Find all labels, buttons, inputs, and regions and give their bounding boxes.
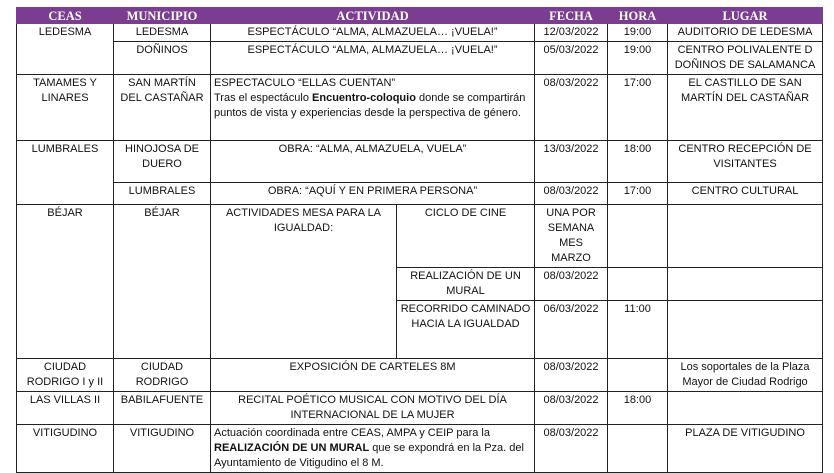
actividad-text-post: que se expondrá en la Pza. del Ayuntamiento de Vitigudino el 8 M. (214, 442, 524, 469)
hora-cell: 19:00 (608, 42, 668, 75)
ceas-cell: CIUDAD RODRIGO I y II (17, 359, 114, 392)
ceas-cell: VITIGUDINO (17, 425, 114, 473)
actividad-title: ESPECTACULO “ELLAS CUENTAN” (214, 77, 396, 89)
lugar-cell (668, 301, 823, 359)
municipio-cell: SAN MARTÍN DEL CASTAÑAR (114, 75, 211, 141)
actividad-text-bold: Encuentro-coloquio (312, 92, 416, 104)
hora-cell: 17:00 (608, 75, 668, 141)
table-row (17, 359, 823, 392)
municipio-cell: HINOJOSA DE DUERO (114, 141, 211, 183)
actividad-text-pre: Tras el espectáculo (214, 92, 313, 104)
sub-activity-cell: RECORRIDO CAMINADO HACIA LA IGUALDAD (397, 301, 535, 359)
hora-cell (608, 268, 668, 301)
header-fecha: FECHA (535, 8, 608, 24)
lugar-cell (668, 392, 823, 425)
actividad-cell: EXPOSICIÓN DE CARTELES 8M (211, 359, 535, 392)
actividad-cell: ESPECTÁCULO “ALMA, ALMAZUELA… ¡VUELA!” (211, 42, 535, 75)
lugar-cell: AUDITORIO DE LEDESMA (668, 24, 823, 42)
lugar-cell: EL CASTILLO DE SAN MARTÍN DEL CASTAÑAR (668, 75, 823, 141)
table-row (17, 24, 823, 42)
municipio-cell: BABILAFUENTE (114, 392, 211, 425)
lugar-cell: CENTRO POLIVALENTE D DOÑINOS DE SALAMANCA (668, 42, 823, 75)
fecha-cell: 08/03/2022 (535, 392, 608, 425)
table-row (17, 183, 823, 205)
header-hora: HORA (608, 8, 668, 24)
municipio-cell: BÉJAR (114, 205, 211, 359)
actividad-cell: OBRA: “AQUÍ Y EN PRIMERA PERSONA” (211, 183, 535, 205)
ceas-cell: LEDESMA (17, 24, 114, 75)
table-row (17, 205, 823, 268)
ceas-cell: TAMAMES Y LINARES (17, 75, 114, 141)
actividad-cell: ESPECTÁCULO “ALMA, ALMAZUELA… ¡VUELA!” (211, 24, 535, 42)
hora-cell: 17:00 (608, 183, 668, 205)
lugar-cell (668, 268, 823, 301)
header-municipio: MUNICIPIO (114, 8, 211, 24)
hora-cell (608, 205, 668, 268)
municipio-cell: DOÑINOS (114, 42, 211, 75)
header-lugar: LUGAR (668, 8, 823, 24)
header-row (17, 8, 823, 24)
lugar-cell: CENTRO CULTURAL (668, 183, 823, 205)
ceas-cell: LAS VILLAS II (17, 392, 114, 425)
header-actividad: ACTIVIDAD (211, 8, 535, 24)
fecha-cell: UNA POR SEMANA MES MARZO (535, 205, 608, 268)
fecha-cell: 06/03/2022 (535, 301, 608, 359)
sub-activity-cell: REALIZACIÓN DE UN MURAL (397, 268, 535, 301)
actividad-text-bold: REALIZACIÓN DE UN MURAL (214, 442, 370, 454)
hora-cell: 19:00 (608, 24, 668, 42)
fecha-cell: 08/03/2022 (535, 183, 608, 205)
municipio-cell: CIUDAD RODRIGO (114, 359, 211, 392)
fecha-cell: 08/03/2022 (535, 268, 608, 301)
fecha-cell: 08/03/2022 (535, 75, 608, 141)
actividad-text-pre: Actuación coordinada entre CEAS, AMPA y CEIP para la (214, 427, 490, 439)
actividad-cell: OBRA: “ALMA, ALMAZUELA, VUELA” (211, 141, 535, 183)
table-row (17, 75, 823, 141)
sub-activity-cell: CICLO DE CINE (397, 205, 535, 268)
lugar-cell: CENTRO RECEPCIÓN DE VISITANTES (668, 141, 823, 183)
activities-table (16, 7, 823, 473)
table-row (17, 392, 823, 425)
municipio-cell: VITIGUDINO (114, 425, 211, 473)
fecha-cell: 05/03/2022 (535, 42, 608, 75)
fecha-cell: 08/03/2022 (535, 425, 608, 473)
table-row (17, 141, 823, 183)
actividad-cell (211, 75, 535, 141)
lugar-cell: Los soportales de la Plaza Mayor de Ciudad Rodrigo (668, 359, 823, 392)
lugar-cell: PLAZA DE VITIGUDINO (668, 425, 823, 473)
fecha-cell: 08/03/2022 (535, 359, 608, 392)
header-ceas: CEAS (17, 8, 114, 24)
table-row (17, 42, 823, 75)
fecha-cell: 13/03/2022 (535, 141, 608, 183)
fecha-cell: 12/03/2022 (535, 24, 608, 42)
hora-cell: 11:00 (608, 301, 668, 359)
ceas-cell: LUMBRALES (17, 141, 114, 205)
lugar-cell (668, 205, 823, 268)
hora-cell (608, 359, 668, 392)
actividad-cell: RECITAL POÉTICO MUSICAL CON MOTIVO DEL DÍA INTERNACIONAL DE LA MUJER (211, 392, 535, 425)
actividad-cell: ACTIVIDADES MESA PARA LA IGUALDAD: (211, 205, 397, 359)
ceas-cell: BÉJAR (17, 205, 114, 359)
hora-cell: 18:00 (608, 141, 668, 183)
hora-cell: 18:00 (608, 392, 668, 425)
municipio-cell: LUMBRALES (114, 183, 211, 205)
actividad-text-post: donde se compartirán puntos de vista y experiencias desde la perspectiva de género. (214, 92, 526, 119)
municipio-cell: LEDESMA (114, 24, 211, 42)
